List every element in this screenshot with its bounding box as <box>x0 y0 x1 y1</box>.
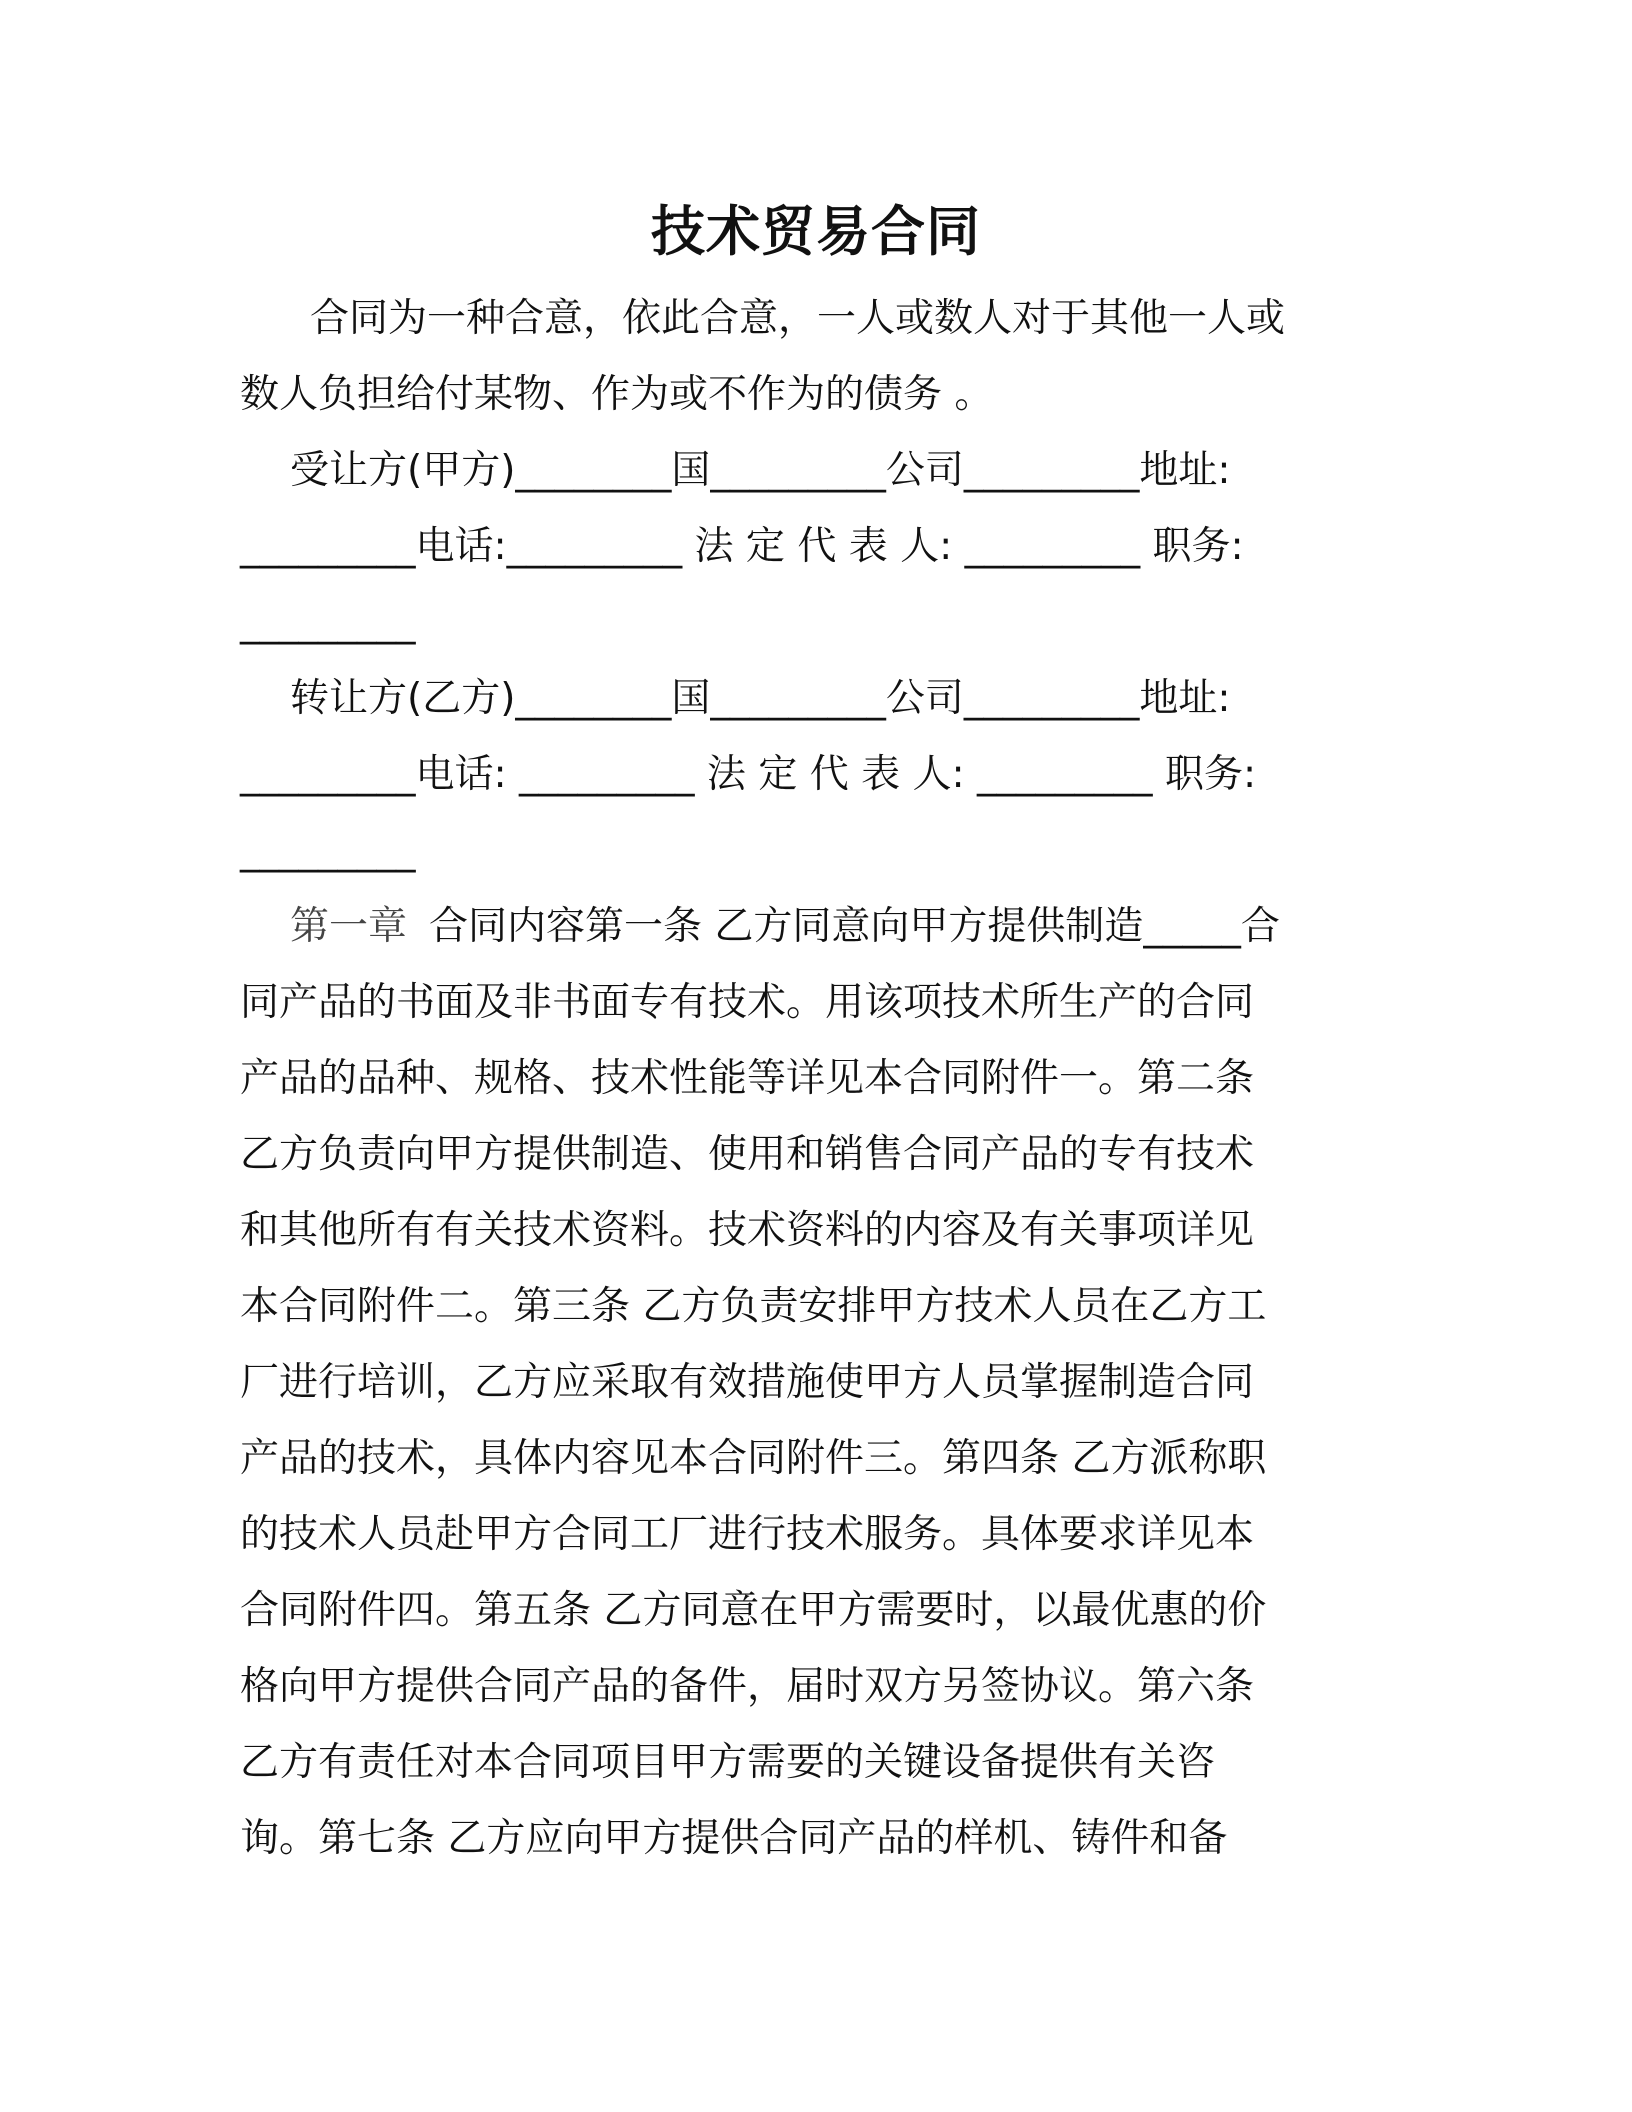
body-line: 乙方有责任对本合同项目甲方需要的关键设备提供有关咨 <box>240 1740 1216 1785</box>
body-line: 格向甲方提供合同产品的备件，届时双方另签协议。第六条 <box>240 1664 1255 1709</box>
body-line: 产品的技术，具体内容见本合同附件三。第四条 乙方派称职 <box>240 1436 1267 1481</box>
party-a-line: 受让方(甲方)________国_________公司_________地址: <box>290 448 1231 493</box>
body-line: 乙方负责向甲方提供制造、使用和销售合同产品的专有技术 <box>240 1132 1255 1177</box>
party-b-line: _________电话: _________ 法 定 代 表 人: _________ 职务: <box>240 752 1257 797</box>
intro-line: 数人负担给付某物、作为或不作为的债务 。 <box>240 372 994 417</box>
chapter-first-line <box>290 901 1280 953</box>
chapter-label: 第一章 <box>290 904 408 949</box>
body-line: 合同内容第一条 乙方同意向甲方提供制造_____合 <box>429 904 1280 949</box>
body-line: 本合同附件二。第三条 乙方负责安排甲方技术人员在乙方工 <box>240 1284 1267 1329</box>
intro-line: 合同为一种合意，依此合意，一人或数人对于其他一人或 <box>310 296 1286 341</box>
document-title: 技术贸易合同 <box>651 200 981 263</box>
body-line: 询。第七条 乙方应向甲方提供合同产品的样机、铸件和备 <box>240 1816 1228 1861</box>
body-line: 厂进行培训，乙方应采取有效措施使甲方人员掌握制造合同 <box>240 1360 1255 1405</box>
body-line: 的技术人员赴甲方合同工厂进行技术服务。具体要求详见本 <box>240 1512 1255 1557</box>
body-line: 合同附件四。第五条 乙方同意在甲方需要时，以最优惠的价 <box>240 1588 1267 1633</box>
party-a-line: _________电话:_________ 法 定 代 表 人: _________ 职务: <box>240 524 1244 569</box>
body-line: 同产品的书面及非书面专有技术。用该项技术所生产的合同 <box>240 980 1255 1025</box>
body-line: 产品的品种、规格、技术性能等详见本合同附件一。第二条 <box>240 1056 1255 1101</box>
body-line: 和其他所有有关技术资料。技术资料的内容及有关事项详见 <box>240 1208 1255 1253</box>
party-b-line: _________ <box>240 828 416 873</box>
party-b-line: 转让方(乙方)________国_________公司_________地址: <box>290 676 1231 721</box>
party-a-line: _________ <box>240 600 416 645</box>
